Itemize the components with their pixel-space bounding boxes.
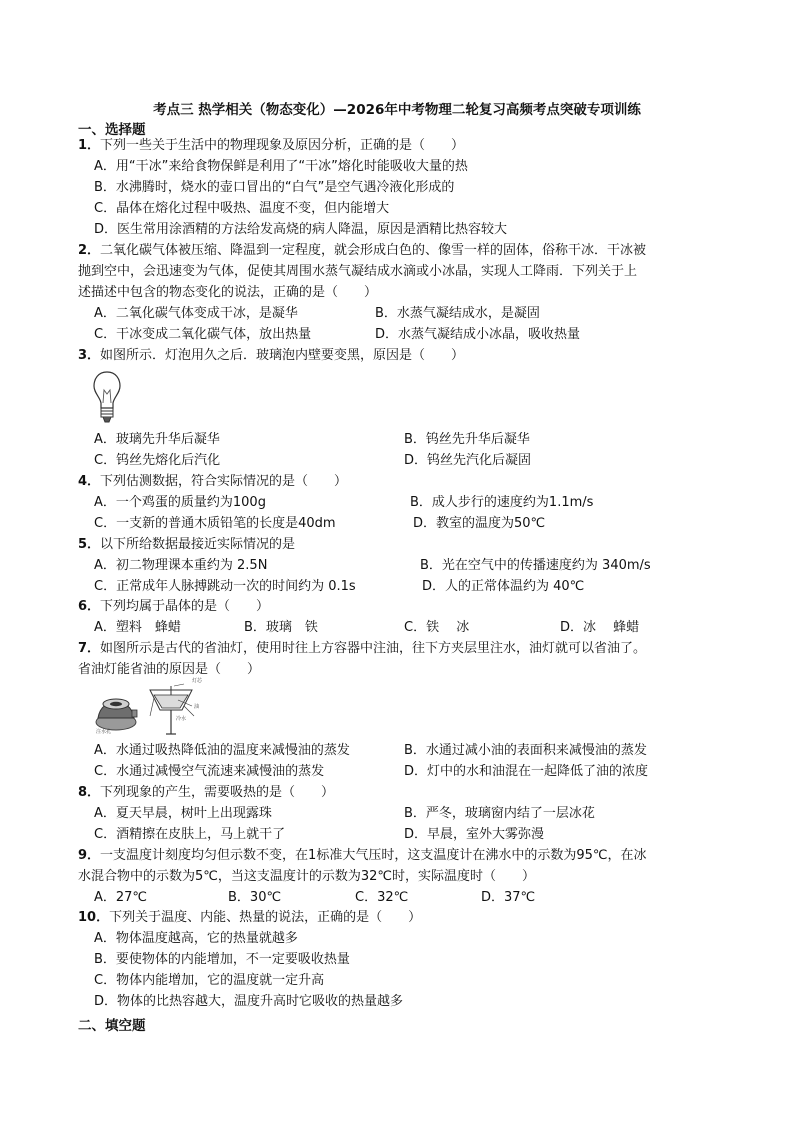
light-bulb-figure: [92, 370, 122, 426]
question-6-option-d[interactable]: D．冰 蜂蜡: [560, 620, 640, 635]
question-8-option-c[interactable]: C．酒精擦在皮肤上，马上就干了: [94, 827, 286, 842]
question-8-stem: 8．下列现象的产生，需要吸热的是（ ）: [78, 785, 335, 800]
oil-lamp-label-cold-water: 冷水: [176, 716, 187, 722]
question-7-option-b[interactable]: B．水通过减小油的表面积来减慢油的蒸发: [404, 743, 647, 758]
section-heading-choice: 一、选择题: [78, 122, 146, 138]
question-5-option-c[interactable]: C．正常成年人脉搏跳动一次的时间约为 0.1s: [94, 579, 356, 594]
question-4-option-a[interactable]: A．一个鸡蛋的质量约为100g: [94, 495, 266, 510]
question-7-option-a[interactable]: A．水通过吸热降低油的温度来减慢油的蒸发: [94, 743, 350, 758]
question-9-stem-line-1: 9．一支温度计刻度均匀但示数不变，在1标准大气压时，这支温度计在沸水中的示数为95℃，在冰: [78, 848, 647, 863]
question-2-option-a[interactable]: A．二氧化碳气体变成干冰，是凝华: [94, 306, 298, 321]
question-9-option-b[interactable]: B．30℃: [228, 890, 282, 905]
question-1-option-c[interactable]: C．晶体在熔化过程中吸热、温度不变，但内能增大: [94, 201, 390, 216]
question-1-option-d[interactable]: D．医生常用涂酒精的方法给发高烧的病人降温，原因是酒精比热容较大: [94, 222, 508, 237]
oil-lamp-label-oil: 油: [194, 704, 200, 710]
question-5-option-a[interactable]: A．初二物理课本重约为 2.5N: [94, 558, 268, 573]
question-9-option-d[interactable]: D．37℃: [481, 890, 536, 905]
question-8-option-d[interactable]: D．早晨，室外大雾弥漫: [404, 827, 545, 842]
oil-lamp-label-wick: 灯芯: [192, 678, 203, 684]
question-2-stem-line-1: 2．二氧化碳气体被压缩、降温到一定程度，就会形成白色的、像雪一样的固体，俗称干冰．干冰被: [78, 243, 647, 258]
question-3-option-c[interactable]: C．钨丝先熔化后汽化: [94, 453, 221, 468]
question-2-stem-line-2: 抛到空中，会迅速变为气体，促使其周围水蒸气凝结成水滴或小冰晶，实现人工降雨．下列关于上: [78, 264, 638, 279]
question-2-option-b[interactable]: B．水蒸气凝结成水，是凝固: [375, 306, 540, 321]
question-8-option-a[interactable]: A．夏天早晨，树叶上出现露珠: [94, 806, 272, 821]
question-10-option-d[interactable]: D．物体的比热容越大，温度升高时它吸收的热量越多: [94, 994, 404, 1009]
question-7-option-d[interactable]: D．灯中的水和油混在一起降低了油的浓度: [404, 764, 649, 779]
question-5-stem: 5．以下所给数据最接近实际情况的是: [78, 537, 296, 552]
question-5-option-d[interactable]: D．人的正常体温约为 40℃: [422, 579, 585, 594]
question-3-stem: 3．如图所示．灯泡用久之后．玻璃泡内壁要变黑，原因是（ ）: [78, 348, 465, 363]
question-8-option-b[interactable]: B．严冬，玻璃窗内结了一层冰花: [404, 806, 595, 821]
question-2-option-c[interactable]: C．干冰变成二氧化碳气体，放出热量: [94, 327, 312, 342]
question-2-stem-line-3: 述描述中包含的物态变化的说法，正确的是（ ）: [78, 285, 378, 300]
section-heading-fill-in: 二、填空题: [78, 1018, 146, 1034]
question-3-option-d[interactable]: D．钨丝先汽化后凝固: [404, 453, 532, 468]
question-9-option-a[interactable]: A．27℃: [94, 890, 148, 905]
question-4-option-c[interactable]: C．一支新的普通木质铅笔的长度是40dm: [94, 516, 336, 531]
oil-lamp-label-water-inlet: 注水孔: [96, 729, 112, 735]
question-1-option-a[interactable]: A．用“干冰”来给食物保鲜是利用了“干冰”熔化时能吸收大量的热: [94, 159, 468, 174]
question-3-option-b[interactable]: B．钨丝先升华后凝华: [404, 432, 530, 447]
question-9-stem-line-2: 水混合物中的示数为5℃，当这支温度计的示数为32℃时，实际温度时（ ）: [78, 869, 536, 884]
question-9-option-c[interactable]: C．32℃: [355, 890, 409, 905]
question-6-option-c[interactable]: C．铁 冰: [404, 620, 470, 635]
question-10-stem: 10．下列关于温度、内能、热量的说法，正确的是（ ）: [78, 910, 422, 925]
question-1-option-b[interactable]: B．水沸腾时，烧水的壶口冒出的“白气”是空气遇冷液化形成的: [94, 180, 455, 195]
question-7-stem-line-1: 7．如图所示是古代的省油灯，使用时往上方容器中注油，往下方夹层里注水，油灯就可以省油了。: [78, 641, 647, 656]
question-4-stem: 4．下列估测数据，符合实际情况的是（ ）: [78, 474, 348, 489]
question-3-option-a[interactable]: A．玻璃先升华后凝华: [94, 432, 220, 447]
page-title: 考点三 热学相关（物态变化）—2026年中考物理二轮复习高频考点突破专项训练: [153, 102, 641, 118]
question-6-option-a[interactable]: A．塑料 蜂蜡: [94, 620, 181, 635]
question-6-option-b[interactable]: B．玻璃 铁: [244, 620, 318, 635]
question-7-option-c[interactable]: C．水通过减慢空气流速来减慢油的蒸发: [94, 764, 325, 779]
question-10-option-c[interactable]: C．物体内能增加，它的温度就一定升高: [94, 973, 325, 988]
question-1-stem: 1．下列一些关于生活中的物理现象及原因分析，正确的是（ ）: [78, 138, 465, 153]
question-6-stem: 6．下列均属于晶体的是（ ）: [78, 599, 270, 614]
question-7-stem-line-2: 省油灯能省油的原因是（ ）: [78, 662, 261, 677]
question-10-option-b[interactable]: B．要使物体的内能增加，不一定要吸收热量: [94, 952, 350, 967]
question-10-option-a[interactable]: A．物体温度越高，它的热量就越多: [94, 931, 298, 946]
question-4-option-b[interactable]: B．成人步行的速度约为1.1m/s: [410, 495, 594, 510]
question-5-option-b[interactable]: B．光在空气中的传播速度约为 340m/s: [420, 558, 651, 573]
question-4-option-d[interactable]: D．教室的温度为50℃: [413, 516, 546, 531]
question-2-option-d[interactable]: D．水蒸气凝结成小冰晶，吸收热量: [375, 327, 581, 342]
